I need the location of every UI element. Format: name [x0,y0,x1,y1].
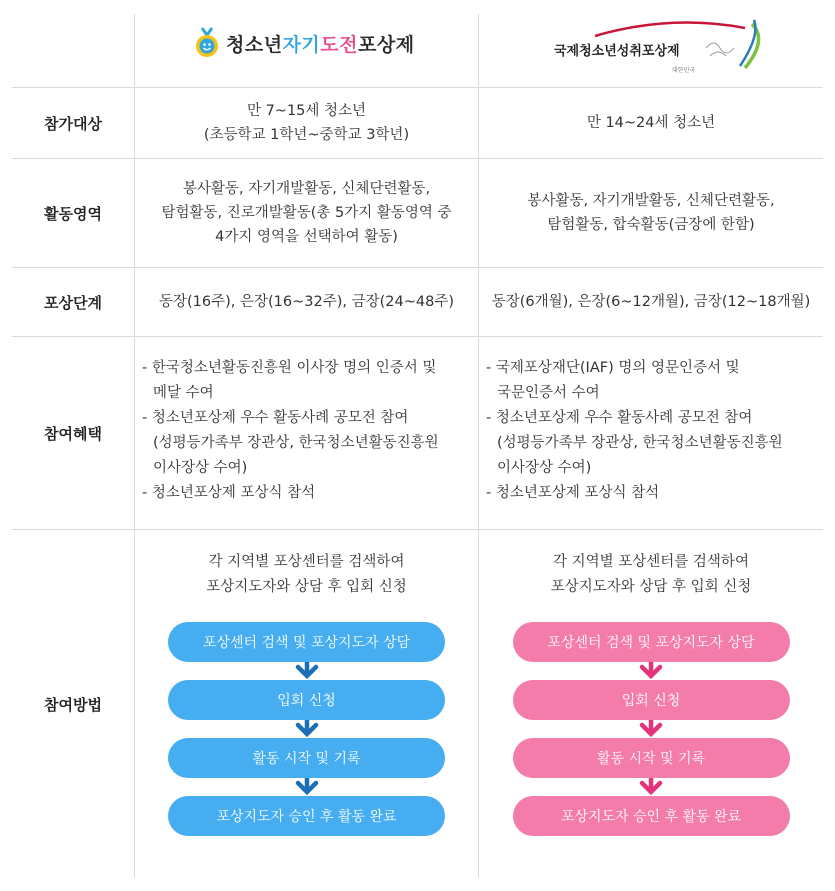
list-item-continued: (성평등가족부 장관상, 한국청소년활동진흥원 [497,435,783,451]
stage-left-cell [135,268,478,336]
method-intro-line: 각 지역별 포상센터를 검색하여 [553,554,749,570]
step-pill-search: 포상센터 검색 및 포상지도자 상담 [168,622,445,662]
step-pill-enroll: 입회 신청 [168,680,445,720]
list-item: - 청소년포상제 포상식 참석 [486,485,660,501]
step-pill-complete: 포상지도자 승인 후 활동 완료 [513,796,790,836]
list-item-continued: 메달 수여 [153,385,214,401]
method-intro-line: 각 지역별 포상센터를 검색하여 [208,554,405,570]
down-arrow-icon [287,720,327,738]
step-pill-enroll: 입회 신청 [513,680,790,720]
down-arrow-icon [631,720,671,738]
cell-line: 4가지 영역을 선택하여 활동) [215,229,398,245]
step-pill-activity: 활동 시작 및 기록 [513,738,790,778]
area-right-cell [479,159,823,267]
list-item: - 청소년포상제 우수 활동사례 공모전 참여 [142,410,409,426]
cell-line: 만 7~15세 청소년 [246,103,367,119]
list-item: - 청소년포상제 우수 활동사례 공모전 참여 [486,410,753,426]
cell-line: 탐험활동, 진로개발활동(총 5가지 활동영역 중 [161,205,452,221]
logo-text-part: 포상제 [358,33,415,56]
row-label-area: 활동영역 [44,204,102,223]
method-right-flow [479,550,823,836]
target-right-cell [479,88,823,158]
logo-text-part: 자기 [282,33,321,56]
cell-line: 동장(6개월), 은장(6~12개월), 금장(12~18개월) [491,294,811,310]
benefit-right-list [486,356,783,506]
row-label-stage: 포상단계 [44,293,102,312]
step-pill-search: 포상센터 검색 및 포상지도자 상담 [513,622,790,662]
youth-self-challenge-award-logo [194,27,415,59]
down-arrow-icon [631,778,671,796]
list-item: - 한국청소년활동진흥원 이사장 명의 인증서 및 [142,360,437,376]
method-intro-line: 포상지도자와 상담 후 입회 신청 [206,579,407,595]
down-arrow-icon [287,662,327,680]
cell-line: (초등학교 1학년~중학교 3학년) [203,127,410,143]
list-item-continued: 국문인증서 수여 [497,385,600,401]
benefit-left-list [142,356,439,506]
logo-subtitle: 대한민국 [672,67,696,74]
list-item: - 국제포상재단(IAF) 명의 영문인증서 및 [486,360,740,376]
list-item: - 청소년포상제 포상식 참석 [142,485,316,501]
cell-line: 봉사활동, 자기개발활동, 신체단련활동, [182,181,431,197]
logo-text-part: 도전 [320,33,358,56]
international-award-logo [540,18,770,76]
medal-face-icon [194,27,220,59]
down-arrow-icon [287,778,327,796]
cell-line: 만 14~24세 청소년 [586,115,716,131]
step-pill-complete: 포상지도자 승인 후 활동 완료 [168,796,445,836]
row-label-benefit: 참여혜택 [44,424,102,443]
area-left-cell [135,159,478,267]
stage-right-cell [479,268,823,336]
cell-line: 봉사활동, 자기개발활동, 신체단련활동, [527,193,775,209]
cell-line: 탐험활동, 합숙활동(금장에 한함) [547,217,755,233]
row-label-method: 참여방법 [44,695,102,714]
logo-text-part: 청소년 [226,33,283,56]
down-arrow-icon [631,662,671,680]
list-item-continued: (성평등가족부 장관상, 한국청소년활동진흥원 [153,435,439,451]
target-left-cell [135,88,478,158]
step-pill-activity: 활동 시작 및 기록 [168,738,445,778]
cell-line: 동장(16주), 은장(16~32주), 금장(24~48주) [159,294,454,310]
method-left-flow [135,550,478,836]
list-item-continued: 이사장상 수여) [153,460,248,476]
method-intro-line: 포상지도자와 상담 후 입회 신청 [550,579,752,595]
row-label-target: 참가대상 [44,114,102,133]
list-item-continued: 이사장상 수여) [497,460,592,476]
logo-name: 국제청소년성취포상제 [554,44,680,59]
